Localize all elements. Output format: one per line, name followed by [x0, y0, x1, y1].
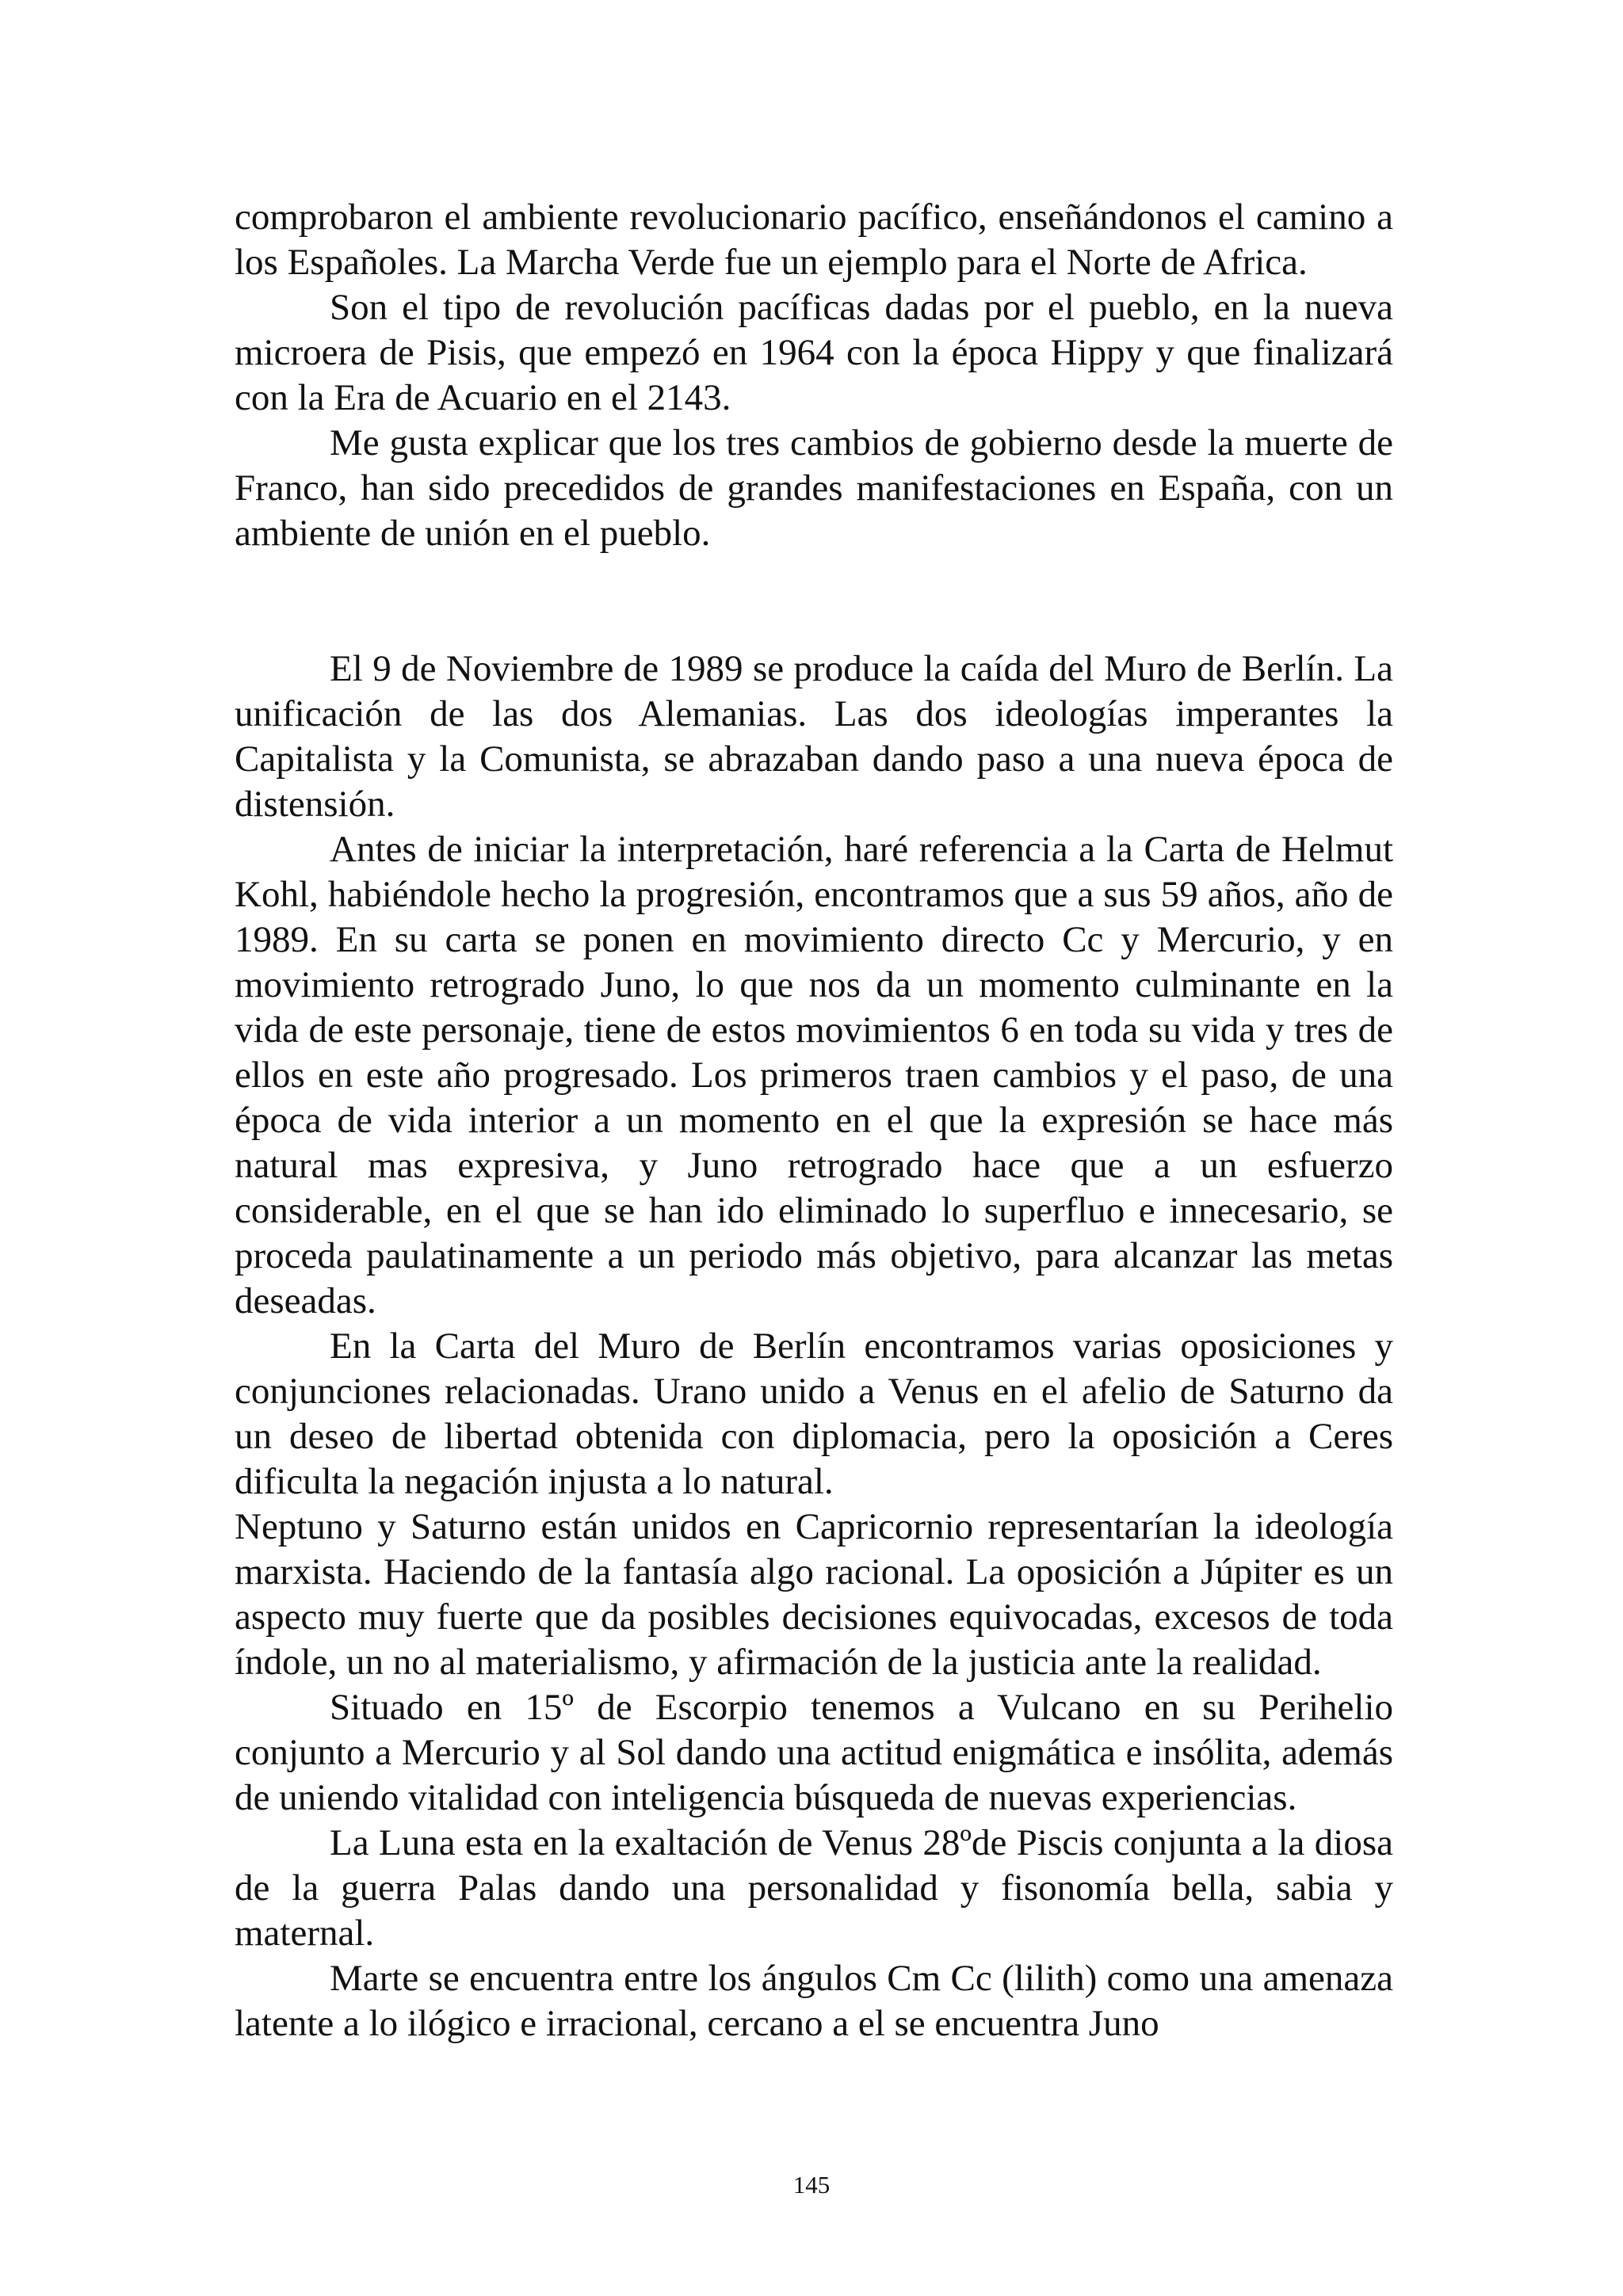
paragraph-10: Marte se encuentra entre los ángulos Cm Cc (lilith) como una amenaza latente a lo ilógico e irracional, cercano a el se encuentra Juno [235, 1958, 1393, 2044]
paragraph-9: La Luna esta en la exaltación de Venus 28ºde Piscis conjunta a la diosa de la guerra Palas dando una personalidad y fisonomía bella, sabia y maternal. [235, 1822, 1393, 1954]
paragraph-2: Son el tipo de revolución pacíficas dadas por el pueblo, en la nueva microera de Pisis, que empezó en 1964 con la época Hippy y que finalizará con la Era de Acuario en el 2143. [235, 287, 1393, 418]
paragraph-5: Antes de iniciar la interpretación, haré referencia a la Carta de Helmut Kohl, habiéndole hecho la progresión, encontramos que a sus 59 años, año de 1989. En su carta se ponen en movimiento directo Cc y Mercurio, y en movimiento retrogrado Juno, lo que nos da un momento culminante en la vida de este personaje, tiene de estos movimientos 6 en toda su vida y tres de ellos en este año progresado. Los primeros traen cambios y el paso, de una época de vida interior a un momento en el que la expresión se hace más natural mas expresiva, y Juno retrogrado hace que a un esfuerzo considerable, en el que se han ido eliminado lo superfluo e innecesario, se proceda paulatinamente a un periodo más objetivo, para alcanzar las metas deseadas. [235, 829, 1393, 1322]
paragraph-4: El 9 de Noviembre de 1989 se produce la caída del Muro de Berlín. La unificación de las dos Alemanias. Las dos ideologías imperantes la Capitalista y la Comunista, se abrazaban dando paso a una nueva época de distensión. [235, 648, 1393, 825]
page-number: 145 [792, 2171, 831, 2199]
paragraph-7: Neptuno y Saturno están unidos en Capricornio representarían la ideología marxista. Haciendo de la fantasía algo racional. La oposición a Júpiter es un aspecto muy fuerte que da posibles decisiones equivocadas, excesos de toda índole, un no al materialismo, y afirmación de la justicia ante la realidad. [235, 1506, 1393, 1683]
section-gap [235, 556, 1393, 646]
paragraph-6: En la Carta del Muro de Berlín encontramos varias oposiciones y conjunciones relacionadas. Urano unido a Venus en el afelio de Saturno da un deseo de libertad obtenida con diplomacia, pero la oposición a Ceres dificulta la negación injusta a lo natural. [235, 1325, 1393, 1502]
page-body [235, 195, 1393, 2046]
paragraph-8: Situado en 15º de Escorpio tenemos a Vulcano en su Perihelio conjunto a Mercurio y al Sol dando una actitud enigmática e insólita, además de uniendo vitalidad con inteligencia búsqueda de nuevas experiencias. [235, 1687, 1393, 1818]
paragraph-3: Me gusta explicar que los tres cambios de gobierno desde la muerte de Franco, han sido precedidos de grandes manifestaciones en España, con un ambiente de unión en el pueblo. [235, 422, 1393, 554]
paragraph-1: comprobaron el ambiente revolucionario pacífico, enseñándonos el camino a los Españoles. La Marcha Verde fue un ejemplo para el Norte de Africa. [235, 196, 1393, 283]
